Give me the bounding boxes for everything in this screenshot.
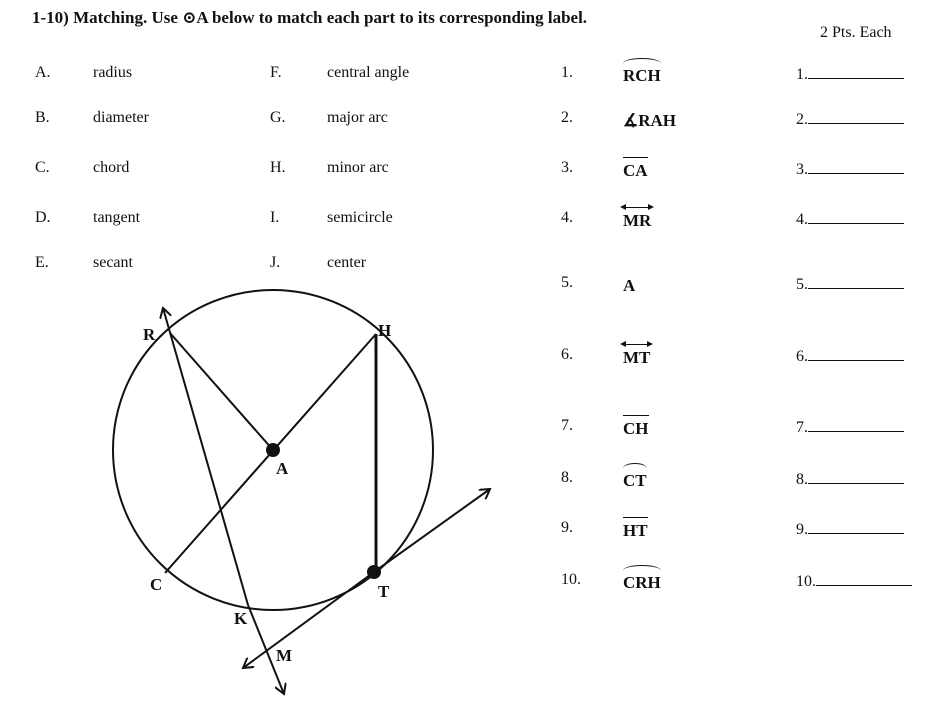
answer-number: 8. [796,471,808,488]
option-text: semicircle [327,209,393,226]
option-text: radius [93,64,133,81]
answer-number: 2. [796,111,808,128]
option-text: chord [93,159,130,176]
tangent-line-lower [243,572,374,668]
option-text: center [327,254,367,271]
question-number: 4. [561,209,573,226]
question-number: 2. [561,109,573,126]
segment-ch-label: CH [623,419,649,438]
question-number: 1. [561,64,573,81]
answer-number: 6. [796,348,808,365]
segment-ca-label: CA [623,161,648,180]
option-letter: B. [35,109,50,126]
label-t: T [378,582,390,601]
answer-number: 10. [796,573,816,590]
line-mt-text: MT [623,348,651,367]
option-letter: C. [35,159,50,176]
question-number: 10. [561,571,581,588]
answer-number: 5. [796,276,808,293]
arc-rch-label: RCH [623,66,661,85]
points-label: 2 Pts. Each [820,24,892,41]
question-number: 9. [561,519,573,536]
label-m: M [276,646,293,665]
option-text: central angle [327,64,410,81]
option-text: major arc [327,109,388,126]
answer-number: 1. [796,66,808,83]
answer-number: 7. [796,419,808,436]
option-letter: I. [270,209,280,226]
answer-number: 3. [796,161,808,178]
option-letter: A. [35,64,51,81]
option-letter: J. [270,254,281,271]
question-number: 5. [561,274,573,291]
option-text: secant [93,254,133,271]
tangent-line-upper [374,489,490,572]
option-letter: G. [270,109,286,126]
option-letter: D. [35,209,51,226]
point-a-label: A [623,276,636,295]
option-text: tangent [93,209,141,226]
label-c: C [150,575,163,594]
angle-rah-label: ∡RAH [623,111,677,130]
point-t-dot [367,565,381,579]
option-text: minor arc [327,159,389,176]
question-number: 3. [561,159,573,176]
question-number: 8. [561,469,573,486]
option-letter: E. [35,254,49,271]
answer-number: 4. [796,211,808,228]
arc-ct-label: CT [623,471,647,490]
point-a-dot [266,443,280,457]
option-letter: F. [270,64,282,81]
label-r: R [143,325,156,344]
radius-ra [170,333,273,450]
question-number: 6. [561,346,573,363]
label-k: K [234,609,248,628]
instructions-heading: 1-10) Matching. Use ⊙A below to match each part to its corresponding label. [32,8,588,27]
line-mr-text: MR [623,211,652,230]
answer-number: 9. [796,521,808,538]
segment-ht-label: HT [623,521,648,540]
arc-crh-label: CRH [623,573,661,592]
option-letter: H. [270,159,286,176]
question-number: 7. [561,417,573,434]
option-text: diameter [93,109,149,126]
label-a: A [276,459,289,478]
label-h: H [378,321,392,340]
